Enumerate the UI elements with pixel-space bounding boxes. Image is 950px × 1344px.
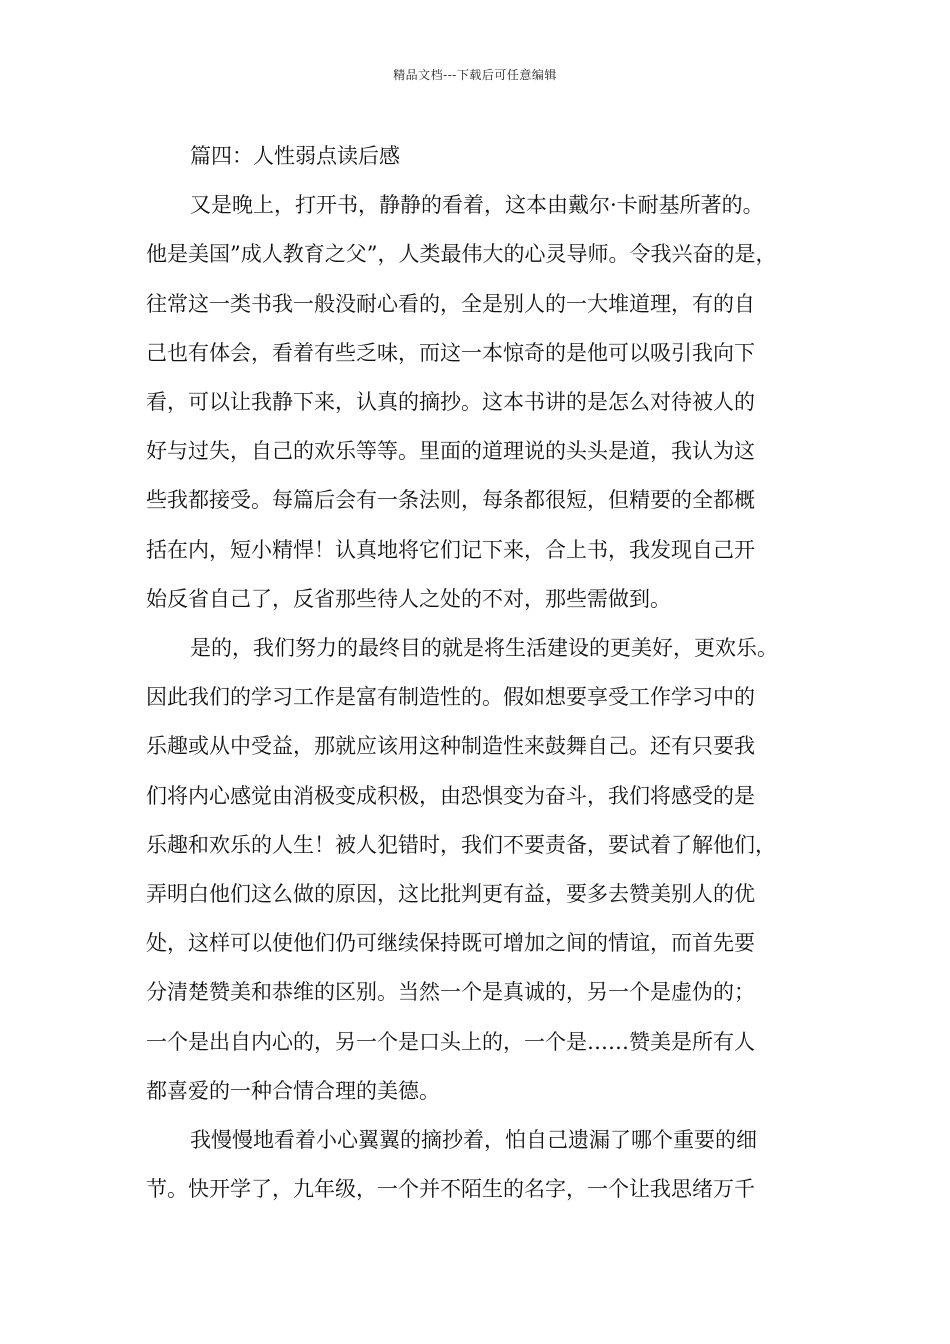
- text-line: 乐趣和欢乐的人生！被人犯错时，我们不要责备，要试着了解他们，: [146, 832, 776, 857]
- section-heading: 篇四：人性弱点读后感: [190, 144, 400, 168]
- text-line: 弄明白他们这么做的原因，这比批判更有益，要多去赞美别人的优: [146, 882, 755, 907]
- text-line: 节。快开学了，九年级，一个并不陌生的名字，一个让我思绪万千: [146, 1177, 755, 1202]
- text-line: 乐趣或从中受益，那就应该用这种制造性来鼓舞自己。还有只要我: [146, 734, 755, 759]
- text-line: 己也有体会，看着有些乏味，而这一本惊奇的是他可以吸引我向下: [146, 340, 755, 365]
- text-line: 一个是出自内心的，另一个是口头上的，一个是……赞美是所有人: [146, 1029, 755, 1054]
- text-line: 因此我们的学习工作是富有制造性的。假如想要享受工作学习中的: [146, 685, 755, 710]
- text-line: 他是美国”成人教育之父”，人类最伟大的心灵导师。令我兴奋的是，: [146, 242, 777, 267]
- text-line: 是的，我们努力的最终目的就是将生活建设的更美好，更欢乐。: [190, 636, 778, 661]
- paragraph-lines: [146, 181, 810, 1214]
- text-line: 处，这样可以使他们仍可继续保持既可增加之间的情谊，而首先要: [146, 931, 755, 956]
- text-line: 看，可以让我静下来，认真的摘抄。这本书讲的是怎么对待被人的: [146, 390, 755, 415]
- text-line: 始反省自己了，反省那些待人之处的不对，那些需做到。: [146, 586, 671, 611]
- text-line: 好与过失，自己的欢乐等等。里面的道理说的头头是道，我认为这: [146, 439, 755, 464]
- text-line: 我慢慢地看着小心翼翼的摘抄着，怕自己遗漏了哪个重要的细: [190, 1128, 757, 1153]
- document-body: [146, 132, 810, 1214]
- text-line: 又是晚上，打开书，静静的看着，这本由戴尔·卡耐基所著的。: [190, 193, 764, 218]
- text-line: 们将内心感觉由消极变成积极，由恐惧变为奋斗，我们将感受的是: [146, 783, 755, 808]
- text-line: 往常这一类书我一般没耐心看的，全是别人的一大堆道理，有的自: [146, 291, 755, 316]
- text-line: 分清楚赞美和恭维的区别。当然一个是真诚的，另一个是虚伪的；: [146, 980, 755, 1005]
- text-line: 些我都接受。每篇后会有一条法则，每条都很短，但精要的全都概: [146, 488, 755, 513]
- page-header: 精品文档---下载后可任意编辑: [393, 68, 557, 82]
- text-line: 括在内，短小精悍！认真地将它们记下来，合上书，我发现自己开: [146, 537, 755, 562]
- text-line: 都喜爱的一种合情合理的美德。: [146, 1078, 440, 1103]
